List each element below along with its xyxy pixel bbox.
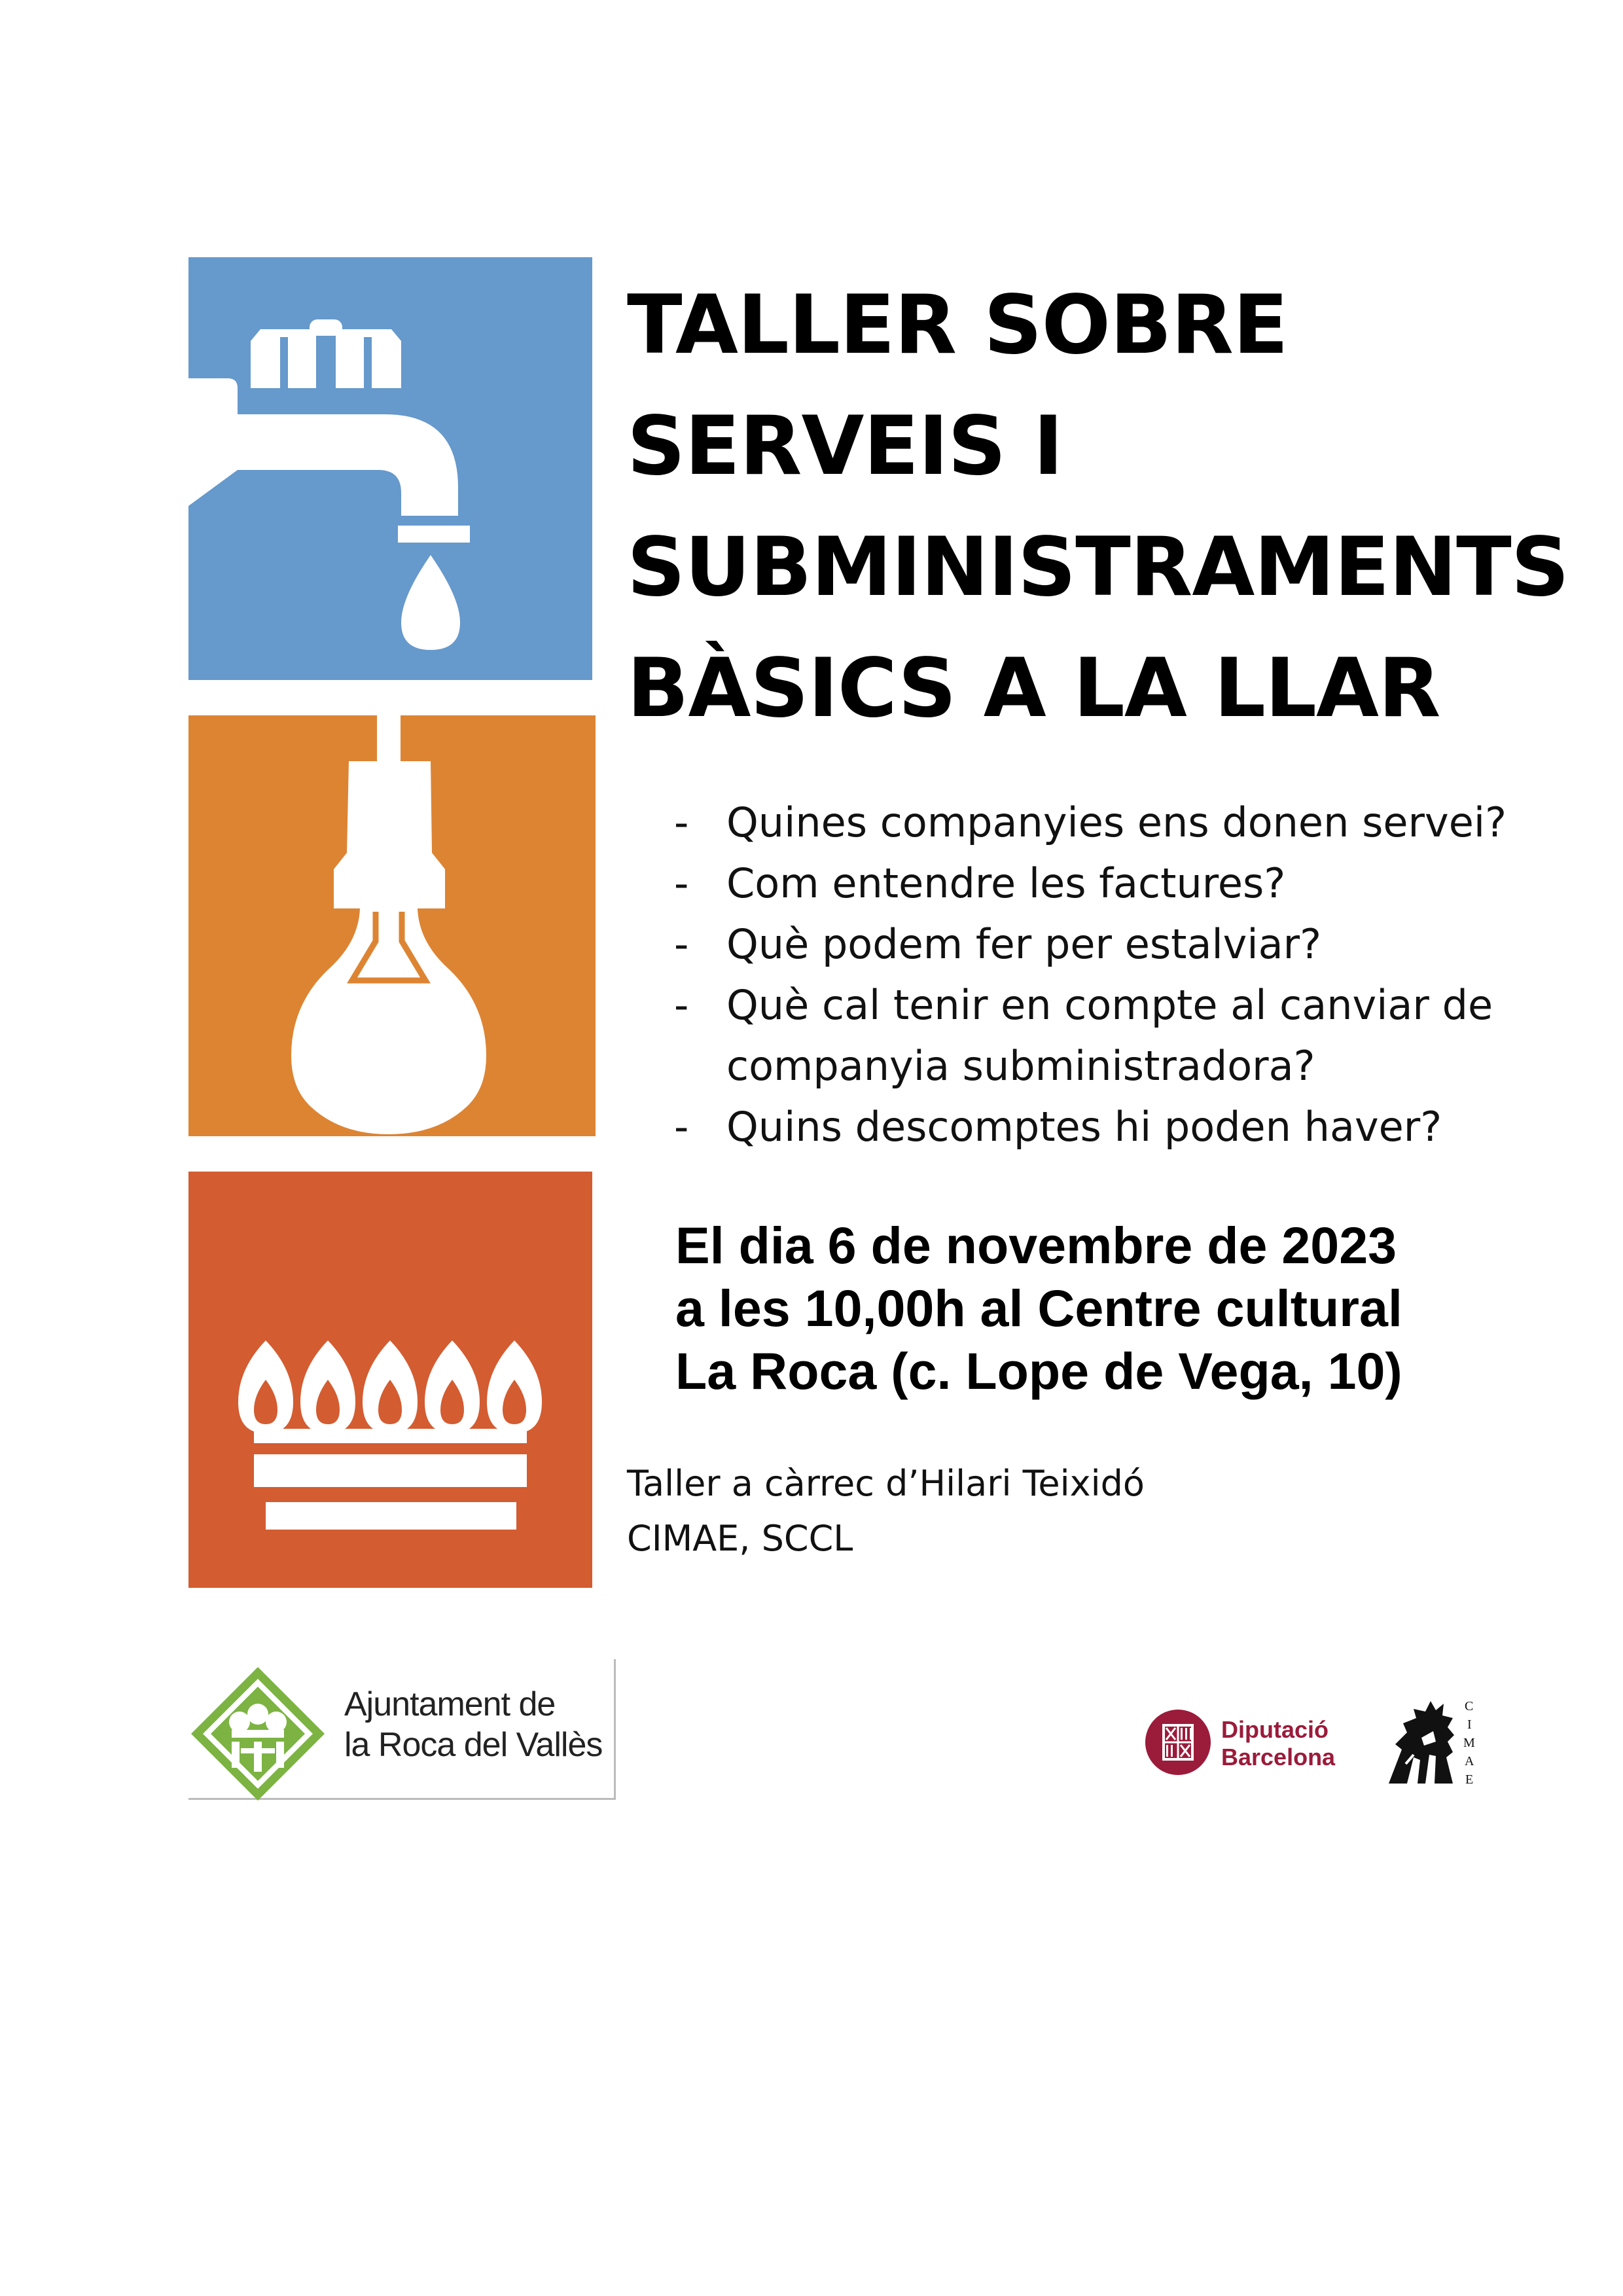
event-date: El dia 6 de novembre de 2023	[675, 1216, 1397, 1274]
ajuntament-name-line: Ajuntament de	[344, 1685, 556, 1723]
svg-text:E: E	[1465, 1772, 1474, 1787]
svg-text:A: A	[1465, 1754, 1474, 1768]
event-details	[675, 1214, 1565, 1403]
gas-tile	[188, 1172, 592, 1588]
title-line: SUBMINISTRAMENTS	[627, 520, 1569, 615]
diputacio-logo	[1144, 1708, 1360, 1780]
diputacio-name-line: Diputació	[1221, 1716, 1329, 1743]
electricity-tile	[188, 715, 596, 1136]
gas-burner-icon	[188, 1172, 592, 1588]
cimae-emblem-icon	[1387, 1692, 1486, 1790]
event-address: La Roca (c. Lope de Vega, 10)	[675, 1342, 1402, 1400]
ajuntament-name	[344, 1684, 602, 1765]
page-title	[627, 265, 1569, 749]
ajuntament-emblem-icon	[188, 1664, 327, 1803]
ajuntament-name-line: la Roca del Vallès	[344, 1726, 603, 1764]
list-item: - Quines companyies ens donen servei?	[674, 792, 1551, 853]
list-item: - Què podem fer per estalviar?	[674, 914, 1551, 975]
title-line: TALLER SOBRE	[627, 278, 1288, 372]
workshop-credit	[627, 1456, 1281, 1566]
svg-text:C: C	[1465, 1699, 1474, 1713]
list-item: - Quins descomptes hi poden haver?	[674, 1096, 1551, 1157]
svg-text:M: M	[1463, 1736, 1475, 1750]
diputacio-name-line: Barcelona	[1221, 1744, 1336, 1770]
diputacio-emblem-icon	[1144, 1708, 1212, 1776]
list-item: - Com entendre les factures?	[674, 853, 1551, 914]
cimae-logo	[1387, 1692, 1486, 1790]
event-time-place: a les 10,00h al Centre cultural	[675, 1279, 1402, 1337]
ajuntament-logo	[188, 1659, 616, 1800]
svg-text:I: I	[1467, 1717, 1472, 1732]
water-tap-icon	[188, 257, 592, 680]
list-item: - Què cal tenir en compte al canviar de companyia subministradora?	[674, 975, 1551, 1096]
title-line: SERVEIS I	[627, 399, 1063, 493]
diputacio-name	[1221, 1716, 1335, 1771]
credit-speaker: Taller a càrrec d’Hilari Teixidó	[627, 1463, 1145, 1504]
question-list	[674, 792, 1551, 1157]
title-line: BÀSICS A LA LLAR	[627, 641, 1440, 736]
light-bulb-icon	[188, 715, 596, 1136]
water-tile	[188, 257, 592, 680]
credit-organization: CIMAE, SCCL	[627, 1518, 853, 1559]
